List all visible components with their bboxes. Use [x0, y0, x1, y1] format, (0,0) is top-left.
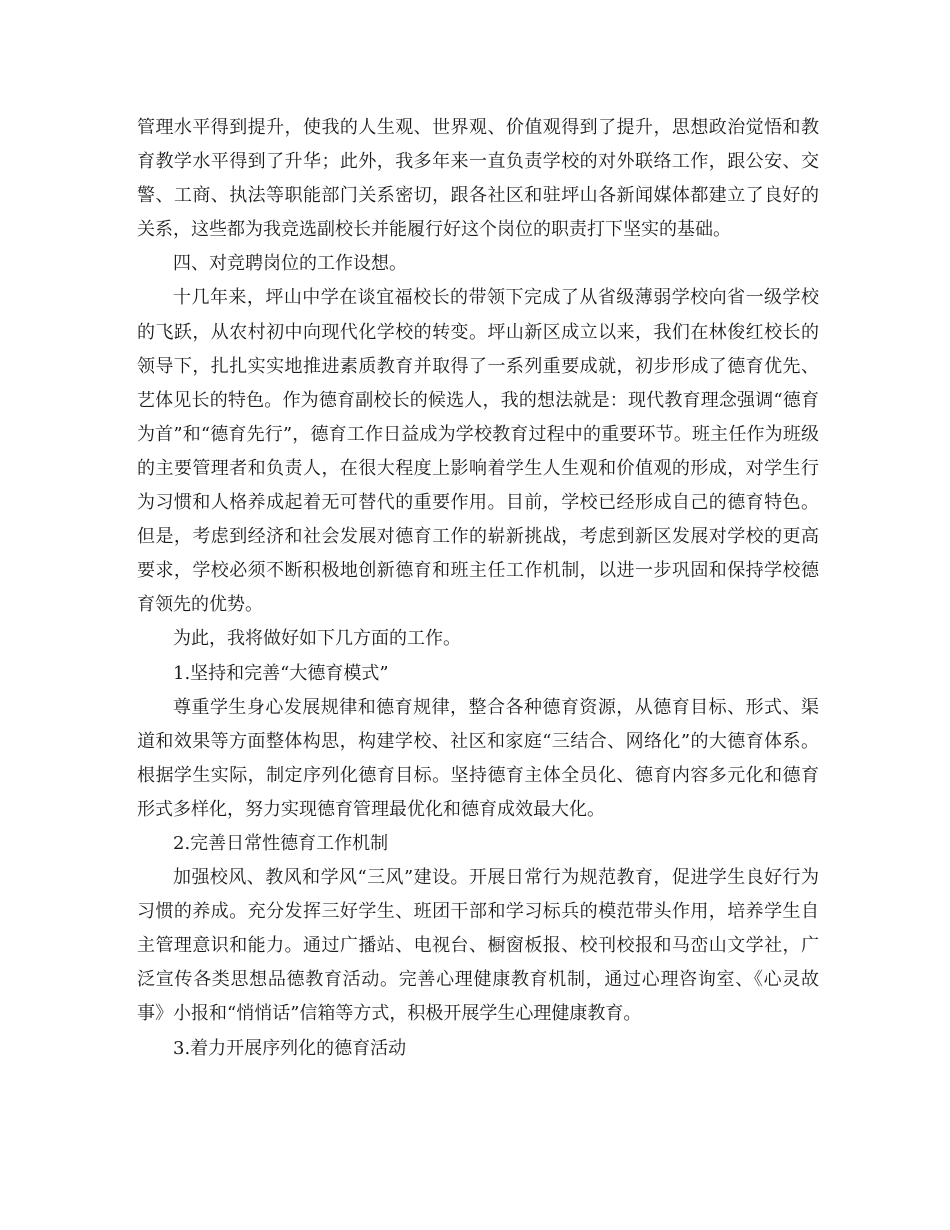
document-body — [137, 111, 819, 1066]
paragraph-school-background: 十几年来，坪山中学在谈宜福校长的带领下完成了从省级薄弱学校向省一级学校的飞跃，从农村初中向现代化学校的转变。坪山新区成立以来，我们在林俊红校长的领导下，扎扎实实地推进素质教育并取得了一系列重要成就，初步形成了德育优先、艺体见长的特色。作为德育副校长的候选人，我的想法就是：现代教育理念强调“德育为首”和“德育先行”，德育工作日益成为学校教育过程中的重要环节。班主任作为班级的主要管理者和负责人，在很大程度上影响着学生人生观和价值观的形成，对学生行为习惯和人格养成起着无可替代的重要作用。目前，学校已经形成自己的德育特色。但是，考虑到经济和社会发展对德育工作的崭新挑战，考虑到新区发展对学校的更高要求，学校必须不断积极地创新德育和班主任工作机制，以进一步巩固和保持学校德育领先的优势。 — [137, 287, 819, 616]
subheading-serial-activities: 3.着力开展序列化的德育活动 — [173, 1037, 407, 1059]
subheading-moral-education-model: 1.坚持和完善“大德育模式” — [173, 662, 389, 684]
subheading-daily-mechanism: 2.完善日常性德育工作机制 — [173, 832, 389, 854]
paragraph-daily-mechanism: 加强校风、教风和学风“三风”建设。开展日常行为规范教育，促进学生良好行为习惯的养成。充分发挥三好学生、班团干部和学习标兵的模范带头作用，培养学生自主管理意识和能力。通过广播站、电视台、橱窗板报、校刊校报和马峦山文学社，广泛宣传各类思想品德教育活动。完善心理健康教育机制，通过心理咨询室、《心灵故事》小报和“悄悄话”信箱等方式，积极开展学生心理健康教育。 — [137, 867, 819, 1025]
paragraph-moral-education-model: 尊重学生身心发展规律和德育规律，整合各种德育资源，从德育目标、形式、渠道和效果等方面整体构思，构建学校、社区和家庭“三结合、网络化”的大德育体系。根据学生实际，制定序列化德育目标。坚持德育主体全员化、德育内容多元化和德育形式多样化，努力实现德育管理最优化和德育成效最大化。 — [137, 696, 819, 820]
paragraph-intro-tasks: 为此，我将做好如下几方面的工作。 — [173, 628, 461, 650]
section-heading-work-plan: 四、对竞聘岗位的工作设想。 — [173, 253, 407, 275]
paragraph-continuation: 管理水平得到提升，使我的人生观、世界观、价值观得到了提升，思想政治觉悟和教育教学水平得到了升华；此外，我多年来一直负责学校的对外联络工作，跟公安、交警、工商、执法等职能部门关系密切，跟各社区和驻坪山各新闻媒体都建立了良好的关系，这些都为我竞选副校长并能履行好这个岗位的职责打下坚实的基础。 — [137, 117, 819, 241]
